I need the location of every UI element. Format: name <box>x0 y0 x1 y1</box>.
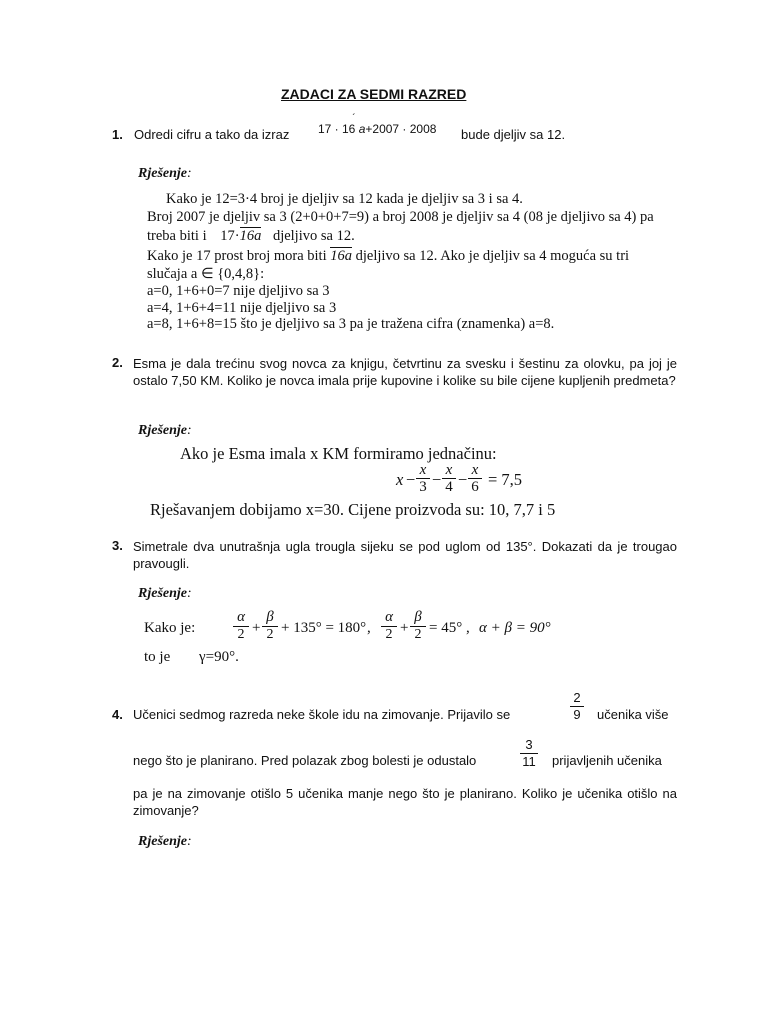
eq3-rest-1: + 135° = 180° <box>281 620 367 636</box>
eq-x: x <box>396 470 404 489</box>
eq3b-frac-beta: $\frac{\beta}{2}$ <box>410 609 426 643</box>
problem-4-line-2a: nego što je planirano. Pred polazak zbog bolesti je odustalo <box>133 753 477 768</box>
eq-minus-1: − <box>406 470 416 489</box>
problem-2-text: Esma je dala trećinu svog novca za knjigu, četvrtinu za svesku i šestinu za olovku, pa joj je ostalo 7,50 KM. Koliko je novca imala prije kupovine i kolike su bile cijene kupljenih predmeta? <box>133 356 677 388</box>
solution-label-3: Rješenje: <box>138 586 192 601</box>
eq-frac-x-6: $\frac{x}{6}$ <box>468 462 482 495</box>
eq3-frac-alpha: $\frac{\alpha}{2}$ <box>233 609 249 643</box>
eq3-comma-1: , <box>367 620 371 636</box>
solution-label-2: Rješenje: <box>138 423 192 438</box>
problem-1-text-before: Odredi cifru a tako da izraz <box>134 127 290 142</box>
problem-4-line-1a: Učenici sedmog razreda neke škole idu na zimovanje. Prijavilo se <box>133 707 511 722</box>
p1-sol-line-4: Kako je 17 prost broj mora biti 16a djeljivo sa 12. Ako je djeljiv sa 4 moguća su tri <box>147 248 630 264</box>
expr-part-a: 17 · 16 <box>318 122 356 136</box>
eq3b-frac-alpha: $\frac{\alpha}{2}$ <box>381 609 397 643</box>
eq-frac-x-4: $\frac{x}{4}$ <box>442 462 456 495</box>
problem-3-number: 3. <box>112 538 123 553</box>
overline-16a: 16a <box>239 228 262 244</box>
p1-sol-line-8: a=8, 1+6+8=15 što je djeljivo sa 3 pa je tražena cifra (znamenka) a=8. <box>147 316 555 332</box>
eq3b-rest: = 45° <box>429 620 463 636</box>
expr-part-b: +2007 · 2008 <box>365 122 437 136</box>
p1-sol-line-3: treba biti i 17·16a djeljivo sa 12. <box>147 228 355 244</box>
problem-4-line-2b: prijavljenih učenika <box>552 753 662 768</box>
problem-1-text-after: bude djeljiv sa 12. <box>461 127 566 142</box>
p3-kako-je: Kako je: <box>144 620 196 636</box>
expr-var-a: a <box>358 122 366 136</box>
problem-1-number: 1. <box>112 127 123 142</box>
p2-sol-line-1: Ako je Esma imala x KM formiramo jednačinu: <box>180 444 497 463</box>
overline-16a-2: 16a <box>330 248 352 264</box>
eq3-frac-beta: $\frac{\beta}{2}$ <box>262 609 278 643</box>
p1-sol-line-6: a=0, 1+6+0=7 nije djeljivo sa 3 <box>147 283 330 299</box>
p2-sol-line-2: Rješavanjem dobijamo x=30. Cijene proizvoda su: 10, 7,7 i 5 <box>150 500 556 519</box>
problem-1-expression: 17 · 16 ´ a+2007 · 2008 <box>318 113 437 136</box>
eq-minus-3: − <box>458 470 468 489</box>
eq-minus-2: − <box>432 470 442 489</box>
problem-2-number: 2. <box>112 355 123 370</box>
eq3-comma-2: , <box>466 620 470 636</box>
solution-label-4: Rješenje: <box>138 834 192 849</box>
eq3-plus: + <box>252 620 261 636</box>
eq-frac-x-3: $\frac{x}{3}$ <box>416 462 430 495</box>
p1-sol-line-1: Kako je 12=3·4 broj je djeljiv sa 12 kada je djeljiv sa 3 i sa 4. <box>166 191 523 207</box>
problem-4-line-3: pa je na zimovanje otišlo 5 učenika manje nego što je planirano. Koliko je učenika otišlo na zimovanje? <box>133 786 677 818</box>
p3-gamma: γ=90°. <box>199 649 239 665</box>
p1-sol-line-2: Broj 2007 je djeljiv sa 3 (2+0+0+7=9) a broj 2008 je djeljiv sa 4 (08 je djeljivo sa 4) pa <box>147 209 654 225</box>
p1-sol-line-5: slučaja a ∈ {0,4,8}: <box>147 266 265 282</box>
eq3-sum: α + β = 90° <box>479 620 551 636</box>
eq3b-plus: + <box>400 620 409 636</box>
eq-rhs: = 7,5 <box>488 470 523 489</box>
problem-4-line-1b: učenika više <box>597 707 669 722</box>
solution-label-1: Rješenje: <box>138 166 192 181</box>
page-title: ZADACI ZA SEDMI RAZRED <box>281 86 467 102</box>
p3-to-je: to je <box>144 649 171 665</box>
fraction-2-9: $\frac{2}{9}$ <box>570 689 584 723</box>
problem-3-text: Simetrale dva unutrašnja ugla trougla sijeku se pod uglom od 135°. Dokazati da je trougao pravougli. <box>133 539 677 571</box>
p1-sol-line-7: a=4, 1+6+4=11 nije djeljivo sa 3 <box>147 300 337 316</box>
fraction-3-11: $\frac{3}{11}$ <box>520 736 538 770</box>
problem-4-number: 4. <box>112 707 123 722</box>
